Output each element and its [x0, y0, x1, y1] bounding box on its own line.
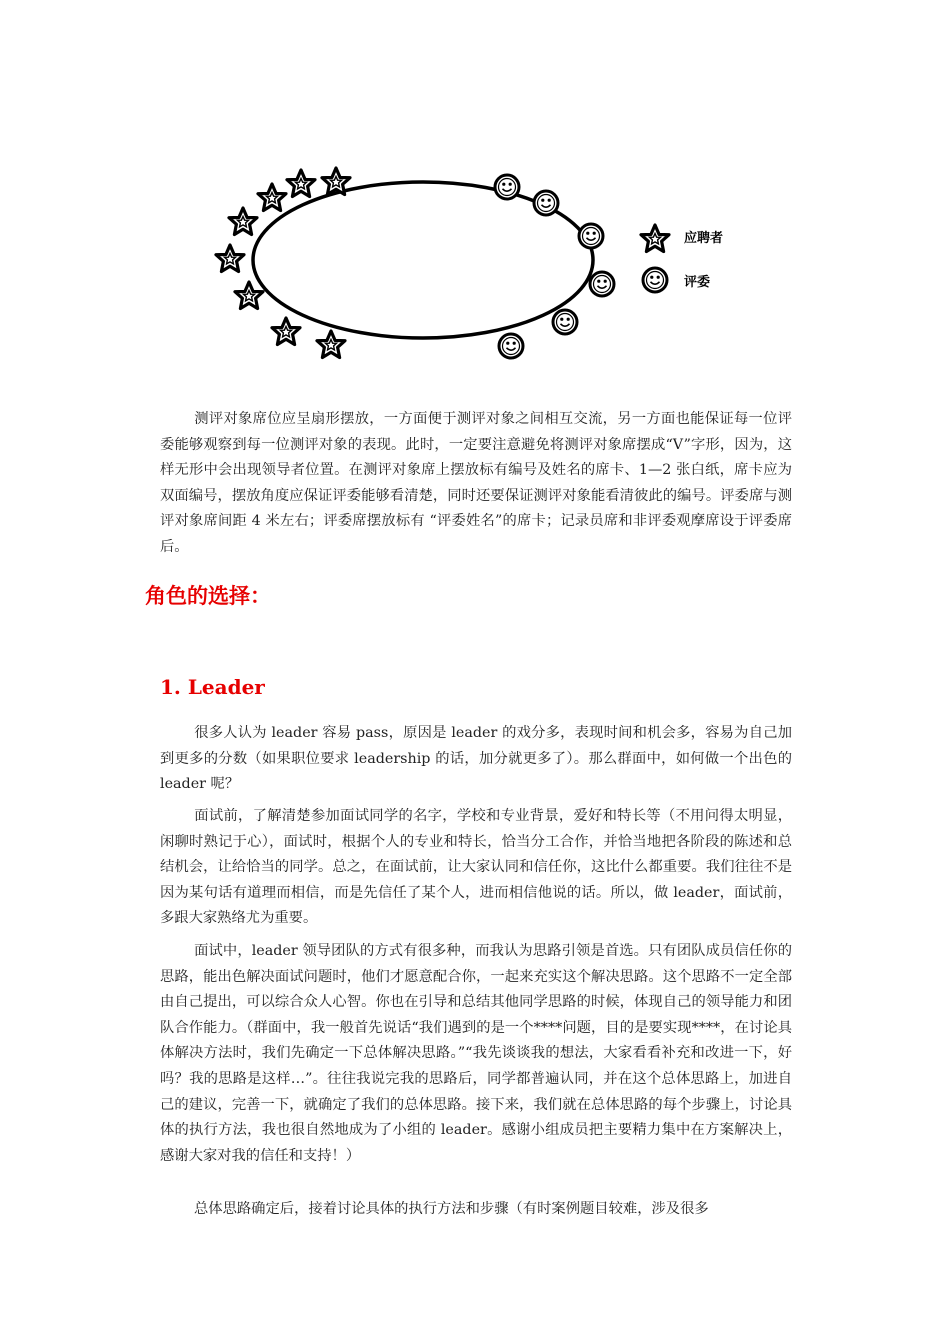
- judge-smiley-icon: [495, 175, 519, 199]
- candidate-star-icon: [229, 208, 257, 235]
- section-heading-roles: 角色的选择：: [145, 584, 271, 608]
- section-heading-leader: 1. Leader: [160, 675, 265, 699]
- paragraph-seating-text: 测评对象席位应呈扇形摆放，一方面便于测评对象之间相互交流，另一方面也能保证每一位评委能够观察到每一位测评对象的表现。此时，一定要注意避免将测评对象席摆成“V”字形，因为，这样无形中会出现领导者位置。在测评对象席上摆放标有编号及姓名的席卡、1—2 张白纸，席卡应为双面编号，摆放角度应保证评委能够看清楚，同时还要保证测评对象能看清彼此的编号。评委席与测评对象席间距 4 米左右；评委席摆放标有 “评委姓名”的席卡；记录员席和非评委观摩席设于评委席后。: [160, 411, 792, 555]
- paragraph-before-interview-text: 面试前，了解清楚参加面试同学的名字，学校和专业背景，爱好和特长等（不用问得太明显，闲聊时熟记于心），面试时，根据个人的专业和特长，恰当分工合作，并恰当地把各阶段的陈述和总结机会，让给恰当的同学。总之，在面试前，让大家认同和信任你，这比什么都重要。我们往往不是因为某句话有道理而相信，而是先信任了某个人，进而相信他说的话。所以，做 leader，面试前，多跟大家熟络尤为重要。: [160, 808, 792, 927]
- candidate-star-icon: [216, 245, 244, 272]
- paragraph-during-interview-text: 面试中，leader 领导团队的方式有很多种，而我认为思路引领是首选。只有团队成员信任你的思路，能出色解决面试问题时，他们才愿意配合你，一起来充实这个解决思路。这个思路不一定全部由自己提出，可以综合众人心智。你也在引导和总结其他同学思路的时候，体现自己的领导能力和团队合作能力。（群面中，我一般首先说话“我们遇到的是一个****问题，目的是要实现****，在讨论具体解决方法时，我们先确定一下总体解决思路。”“我先谈谈我的想法，大家看看补充和改进一下，好吗？我的思路是这样…”。往往我说完我的思路后，同学都普遍认同，并在这个总体思路上，加进自己的建议，完善一下，就确定了我们的总体思路。接下来，我们就在总体思路的每个步骤上，讨论具体的执行方法，我也很自然地成为了小组的 leader。感谢小组成员把主要精力集中在方案解决上，感谢大家对我的信任和支持！）: [160, 943, 792, 1164]
- legend-smiley-icon: [643, 268, 667, 292]
- candidate-star-icon: [258, 184, 286, 211]
- legend-candidate-label: 应聘者: [684, 231, 724, 246]
- judge-smiley-icon: [579, 224, 603, 248]
- paragraph-before-interview: [160, 804, 792, 932]
- paragraph-leader-intro: [160, 721, 792, 798]
- paragraph-during-interview: [160, 939, 792, 1169]
- seating-diagram: [200, 160, 760, 370]
- paragraph-seating: [160, 407, 792, 561]
- legend: [641, 225, 723, 292]
- judge-smiley-icon: [534, 191, 558, 215]
- candidate-star-icon: [317, 331, 345, 358]
- legend-judge-label: 评委: [684, 275, 711, 290]
- judge-smiley-icon: [499, 334, 523, 358]
- candidate-star-icon: [287, 170, 315, 197]
- paragraph-after-outline: [160, 1197, 792, 1223]
- legend-star-icon: [641, 225, 669, 252]
- candidate-star-icon: [272, 318, 300, 345]
- paragraph-leader-intro-text: 很多人认为 leader 容易 pass，原因是 leader 的戏分多，表现时间和机会多，容易为自己加到更多的分数（如果职位要求 leadership 的话，加分就更多了）。那么群面中，如何做一个出色的 leader 呢？: [160, 725, 792, 793]
- paragraph-after-outline-text: 总体思路确定后，接着讨论具体的执行方法和步骤（有时案例题目较难，涉及很多: [194, 1201, 709, 1217]
- judge-smiley-icon: [553, 310, 577, 334]
- judge-smiley-icon: [590, 272, 614, 296]
- candidate-star-icon: [235, 282, 263, 309]
